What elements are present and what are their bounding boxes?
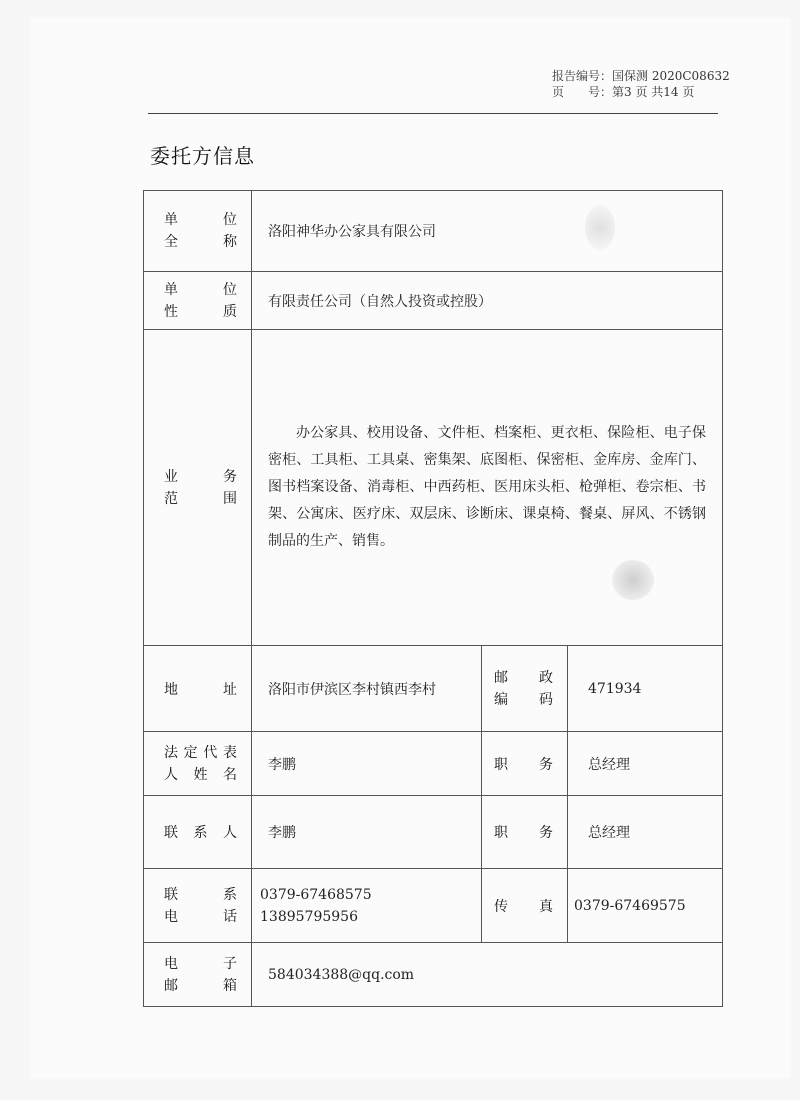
contact-title-value: 总经理 [568,796,723,869]
address-value: 洛阳市伊滨区李村镇西李村 [252,646,482,732]
table-row [144,732,723,796]
report-number-label: 报告编号： [552,69,613,83]
contact-value: 李鹏 [252,796,482,869]
report-number-row [552,68,730,84]
email-value: 584034388@qq.com [252,943,723,1007]
postcode-value: 471934 [568,646,723,732]
table-row [144,943,723,1007]
phone-number-1: 0379-67468575 [260,886,372,903]
scan-smudge [612,560,654,600]
contact-label: 联 系 人 [144,796,252,869]
table-row [144,869,723,943]
company-type-label: 单 位 性 质 [144,272,252,330]
report-number: 国保测 2020C08632 [612,69,730,83]
phone-value [252,869,482,943]
phone-number-2: 13895795956 [260,908,358,925]
phone-label: 联 系 电 话 [144,869,252,943]
table-row [144,272,723,330]
table-row [144,191,723,272]
email-label: 电 子 邮 箱 [144,943,252,1007]
report-header-info [552,68,730,100]
legal-rep-value: 李鹏 [252,732,482,796]
fax-value: 0379-67469575 [568,869,723,943]
page-title: 委托方信息 [150,144,255,168]
contact-title-label: 职 务 [482,796,568,869]
address-label: 地 址 [144,646,252,732]
postcode-label: 邮 政 编 码 [482,646,568,732]
business-scope-text: 办公家具、校用设备、文件柜、档案柜、更衣柜、保险柜、电子保密柜、工具柜、工具桌、密集架、底图柜、保密柜、金库房、金库门、图书档案设备、消毒柜、中西药柜、医用床头柜、枪弹柜、卷宗柜、书架、公寓床、医疗床、双层床、诊断床、课桌椅、餐桌、屏风、不锈钢制品的生产、销售。 [268,425,707,549]
company-name-value: 洛阳神华办公家具有限公司 [252,191,723,272]
fax-label: 传 真 [482,869,568,943]
legal-rep-title-value: 总经理 [568,732,723,796]
company-name-label: 单 位 全 称 [144,191,252,272]
business-scope-label: 业 务 范 围 [144,330,252,646]
page-number-row [552,84,730,100]
header-divider [148,113,718,114]
business-scope-value [252,330,723,646]
company-type-value: 有限责任公司（自然人投资或控股） [252,272,723,330]
table-row [144,646,723,732]
legal-rep-label: 法 定 代 表 人 姓 名 [144,732,252,796]
scan-smudge [585,205,615,250]
page-number-label: 页 号： [552,85,613,99]
page-number: 第3 页 共14 页 [612,85,695,99]
table-row [144,796,723,869]
legal-rep-title-label: 职 务 [482,732,568,796]
